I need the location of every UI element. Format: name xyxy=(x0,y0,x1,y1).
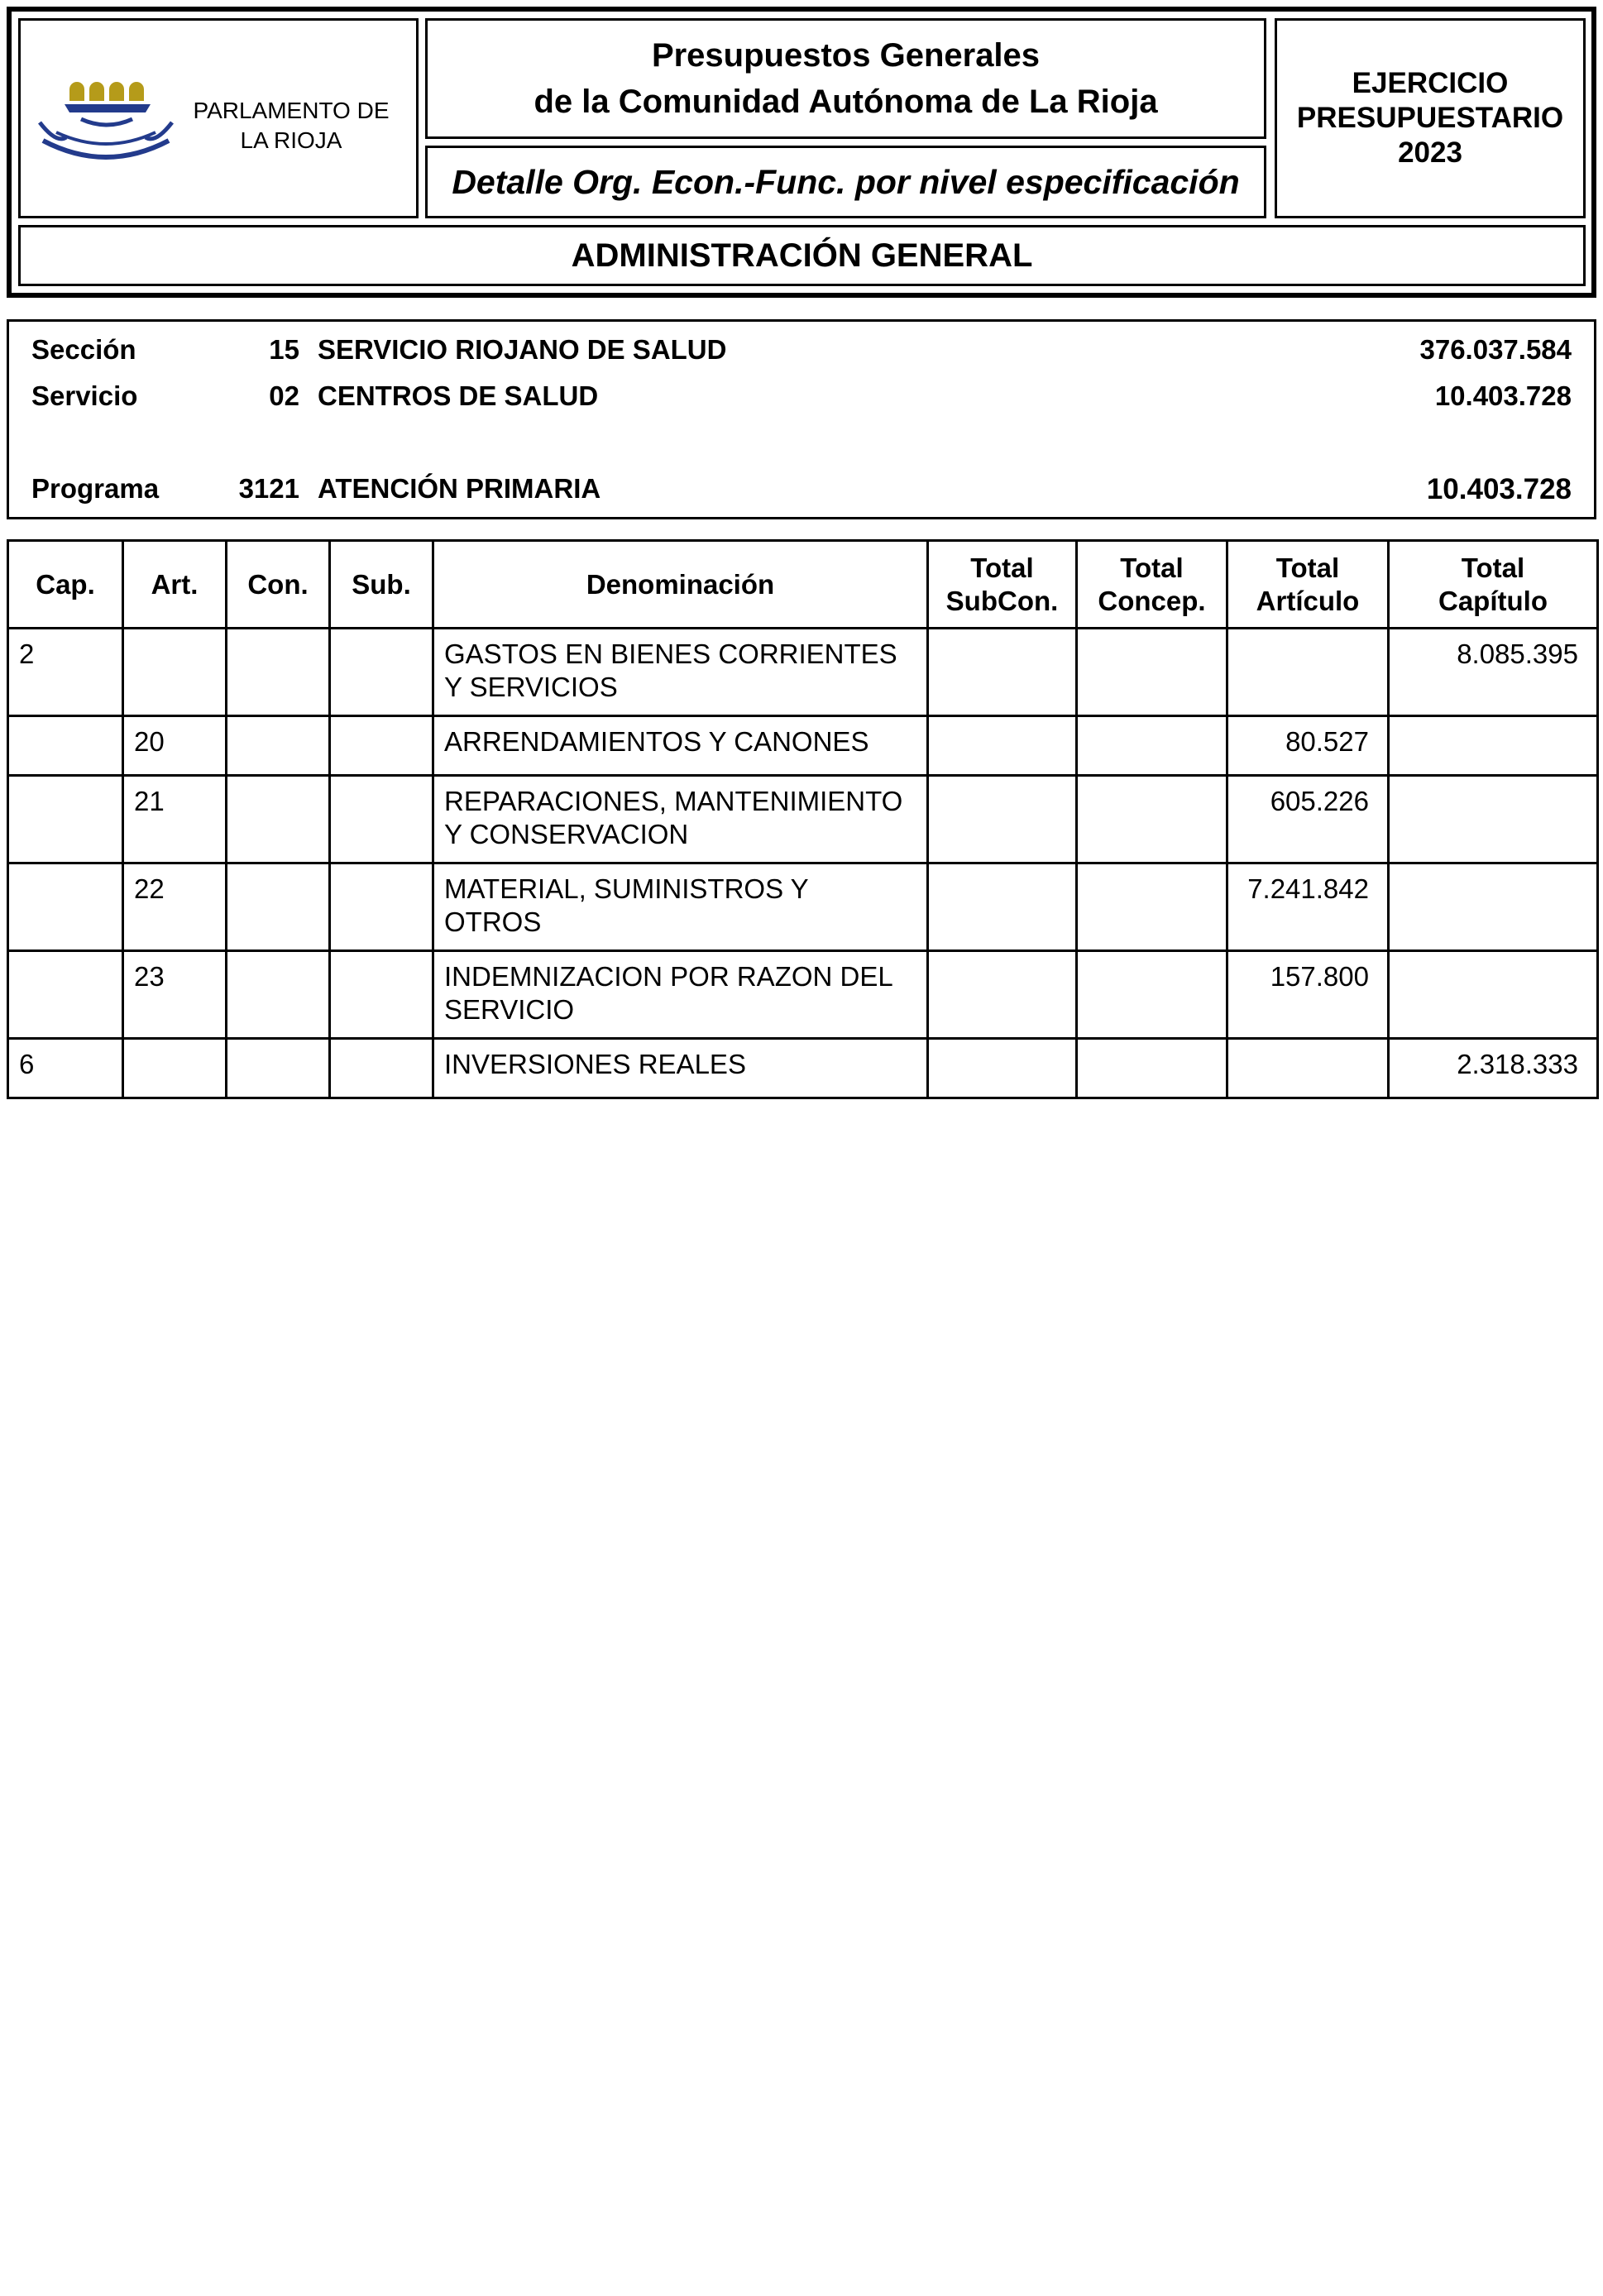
cell-total-subcon xyxy=(928,716,1077,776)
header-sub: Sub. xyxy=(330,541,433,629)
cell-total-capitulo: 2.318.333 xyxy=(1389,1039,1598,1098)
denominacion-line1: ARRENDAMIENTOS Y CANONES xyxy=(444,726,869,757)
parliament-logo-icon xyxy=(31,76,180,175)
administration-text: ADMINISTRACIÓN GENERAL xyxy=(571,237,1033,274)
cell-total-subcon xyxy=(928,629,1077,716)
header-total-concep xyxy=(1077,541,1227,629)
seccion-amount: 376.037.584 xyxy=(1419,334,1572,365)
administration-title xyxy=(18,225,1586,286)
header-denominacion: Denominación xyxy=(433,541,928,629)
denominacion-line2: SERVICIO xyxy=(444,994,575,1025)
table-header-row xyxy=(8,541,1598,629)
header-total-concep-line2: Concep. xyxy=(1098,585,1206,616)
budget-title xyxy=(425,18,1266,139)
table-row xyxy=(8,629,1598,716)
servicio-name: CENTROS DE SALUD xyxy=(318,380,599,411)
servicio-amount: 10.403.728 xyxy=(1434,380,1572,411)
programa-amount: 10.403.728 xyxy=(1426,473,1572,505)
cell-art: 21 xyxy=(123,776,227,863)
cell-total-capitulo xyxy=(1389,776,1598,863)
fiscal-year-line1: EJERCICIO xyxy=(1352,67,1509,99)
cell-sub xyxy=(330,863,433,951)
cell-denominacion xyxy=(433,1039,928,1098)
cell-con xyxy=(227,951,330,1039)
cell-total-articulo xyxy=(1227,1039,1389,1098)
parliament-name-line1: PARLAMENTO DE xyxy=(193,98,390,123)
cell-total-capitulo: 8.085.395 xyxy=(1389,629,1598,716)
denominacion-line1: REPARACIONES, MANTENIMIENTO xyxy=(444,786,903,816)
cell-sub xyxy=(330,716,433,776)
cell-cap xyxy=(8,951,123,1039)
header-total-subcon-line1: Total xyxy=(970,552,1034,583)
cell-art: 22 xyxy=(123,863,227,951)
servicio-code: 02 xyxy=(269,380,299,411)
cell-total-capitulo xyxy=(1389,863,1598,951)
cell-total-concep xyxy=(1077,776,1227,863)
header-total-subcon xyxy=(928,541,1077,629)
cell-denominacion xyxy=(433,951,928,1039)
cell-total-concep xyxy=(1077,863,1227,951)
header-total-subcon-line2: SubCon. xyxy=(945,585,1059,616)
table-row xyxy=(8,863,1598,951)
cell-total-subcon xyxy=(928,951,1077,1039)
cell-total-articulo xyxy=(1227,629,1389,716)
cell-cap: 2 xyxy=(8,629,123,716)
programa-name: ATENCIÓN PRIMARIA xyxy=(318,473,601,504)
cell-total-subcon xyxy=(928,863,1077,951)
servicio-label: Servicio xyxy=(31,380,138,411)
denominacion-line2: Y CONSERVACION xyxy=(444,819,689,849)
cell-con xyxy=(227,629,330,716)
cell-denominacion xyxy=(433,629,928,716)
table-row xyxy=(8,776,1598,863)
cell-denominacion xyxy=(433,776,928,863)
header-con: Con. xyxy=(227,541,330,629)
cell-con xyxy=(227,1039,330,1098)
header-total-articulo-line2: Artículo xyxy=(1256,585,1360,616)
cell-denominacion xyxy=(433,716,928,776)
cell-sub xyxy=(330,951,433,1039)
header-total-concep-line1: Total xyxy=(1120,552,1184,583)
header-total-capitulo-line2: Capítulo xyxy=(1438,585,1548,616)
cell-cap xyxy=(8,716,123,776)
cell-total-concep xyxy=(1077,629,1227,716)
programa-label: Programa xyxy=(31,473,160,504)
header-total-articulo xyxy=(1227,541,1389,629)
fiscal-year-panel xyxy=(1275,18,1586,218)
cell-total-capitulo xyxy=(1389,716,1598,776)
cell-cap xyxy=(8,863,123,951)
cell-total-concep xyxy=(1077,951,1227,1039)
cell-art xyxy=(123,629,227,716)
seccion-code: 15 xyxy=(269,334,299,365)
cell-total-articulo: 157.800 xyxy=(1227,951,1389,1039)
denominacion-line2: Y SERVICIOS xyxy=(444,672,618,702)
cell-art: 23 xyxy=(123,951,227,1039)
cell-sub xyxy=(330,1039,433,1098)
header-cap: Cap. xyxy=(8,541,123,629)
cell-cap: 6 xyxy=(8,1039,123,1098)
cell-total-capitulo xyxy=(1389,951,1598,1039)
header-total-capitulo xyxy=(1389,541,1598,629)
cell-total-articulo: 80.527 xyxy=(1227,716,1389,776)
cell-con xyxy=(227,716,330,776)
table-row xyxy=(8,1039,1598,1098)
seccion-label: Sección xyxy=(31,334,136,365)
programa-code: 3121 xyxy=(238,473,299,504)
fiscal-year-value: 2023 xyxy=(1398,136,1462,169)
cell-art xyxy=(123,1039,227,1098)
table-row xyxy=(8,951,1598,1039)
cell-total-concep xyxy=(1077,716,1227,776)
parliament-name xyxy=(184,96,399,155)
parliament-name-line2: LA RIOJA xyxy=(240,127,342,153)
cell-total-concep xyxy=(1077,1039,1227,1098)
cell-total-articulo: 7.241.842 xyxy=(1227,863,1389,951)
cell-con xyxy=(227,863,330,951)
denominacion-line1: GASTOS EN BIENES CORRIENTES xyxy=(444,639,897,669)
denominacion-line1: MATERIAL, SUMINISTROS Y xyxy=(444,873,809,904)
budget-title-line2: de la Comunidad Autónoma de La Rioja xyxy=(534,84,1158,120)
cell-sub xyxy=(330,776,433,863)
cell-total-subcon xyxy=(928,776,1077,863)
denominacion-line1: INVERSIONES REALES xyxy=(444,1049,746,1079)
budget-title-line1: Presupuestos Generales xyxy=(651,37,1041,74)
report-subtitle-text: Detalle Org. Econ.-Func. por nivel especificación xyxy=(452,162,1240,201)
denominacion-line2: OTROS xyxy=(444,906,542,937)
cell-cap xyxy=(8,776,123,863)
denominacion-line1: INDEMNIZACION POR RAZON DEL xyxy=(444,961,893,992)
table-row xyxy=(8,716,1598,776)
cell-con xyxy=(227,776,330,863)
seccion-name: SERVICIO RIOJANO DE SALUD xyxy=(318,334,727,365)
header-art: Art. xyxy=(123,541,227,629)
header-total-articulo-line1: Total xyxy=(1275,552,1340,583)
cell-sub xyxy=(330,629,433,716)
cell-art: 20 xyxy=(123,716,227,776)
cell-total-subcon xyxy=(928,1039,1077,1098)
budget-table xyxy=(7,539,1599,1099)
cell-total-articulo: 605.226 xyxy=(1227,776,1389,863)
fiscal-year-line2: PRESUPUESTARIO xyxy=(1296,102,1564,134)
header-total-capitulo-line1: Total xyxy=(1461,552,1525,583)
cell-denominacion xyxy=(433,863,928,951)
report-subtitle xyxy=(425,146,1266,218)
